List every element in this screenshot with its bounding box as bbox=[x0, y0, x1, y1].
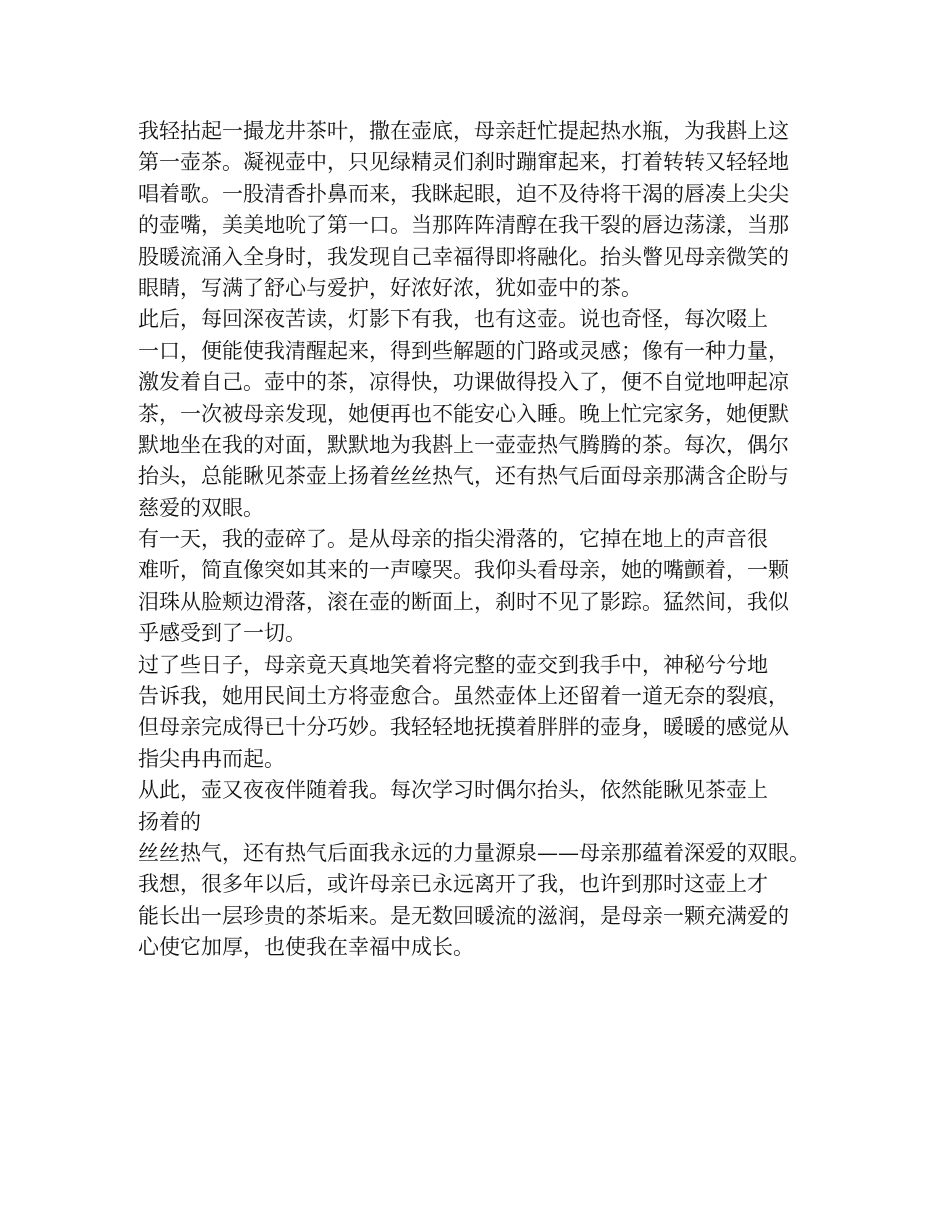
text-line: 慈爱的双眼。 bbox=[138, 495, 264, 520]
text-line: 茶，一次被母亲发现，她便再也不能安心入睡。晚上忙完家务，她便默 bbox=[138, 401, 789, 426]
text-line: 难听，简直像突如其来的一声嚎哭。我仰头看母亲，她的嘴颤着，一颗 bbox=[138, 558, 789, 583]
text-line: 此后，每回深夜苦读，灯影下有我，也有这壶。说也奇怪，每次啜上 bbox=[138, 307, 768, 332]
text-line: 心使它加厚，也使我在幸福中成长。 bbox=[138, 935, 474, 960]
text-line: 激发着自己。壶中的茶，凉得快，功课做得投入了，便不自觉地呷起凉 bbox=[138, 370, 789, 395]
text-line: 我想，很多年以后，或许母亲已永远离开了我，也许到那时这壶上才 bbox=[138, 872, 768, 897]
text-line: 告诉我，她用民间土方将壶愈合。虽然壶体上还留着一道无奈的裂痕， bbox=[138, 684, 789, 709]
text-line: 指尖冉冉而起。 bbox=[138, 746, 285, 771]
text-line: 扬着的 bbox=[138, 809, 201, 834]
text-line: 乎感受到了一切。 bbox=[138, 621, 306, 646]
text-line: 抬头，总能瞅见茶壶上扬着丝丝热气，还有热气后面母亲那满含企盼与 bbox=[138, 464, 789, 489]
text-line: 眼睛，写满了舒心与爱护，好浓好浓，犹如壶中的茶。 bbox=[138, 275, 642, 300]
text-line: 唱着歌。一股清香扑鼻而来，我眯起眼，迫不及待将干渴的唇凑上尖尖 bbox=[138, 181, 789, 206]
text-line: 股暖流涌入全身时，我发现自己幸福得即将融化。抬头瞥见母亲微笑的 bbox=[138, 244, 789, 269]
text-line: 丝丝热气，还有热气后面我永远的力量源泉——母亲那蕴着深爱的双眼。 bbox=[138, 840, 810, 865]
text-line: 但母亲完成得已十分巧妙。我轻轻地抚摸着胖胖的壶身，暖暖的感觉从 bbox=[138, 715, 789, 740]
text-line: 我轻拈起一撮龙井茶叶，撒在壶底，母亲赶忙提起热水瓶，为我斟上这 bbox=[138, 119, 789, 143]
text-line: 第一壶茶。凝视壶中，只见绿精灵们刹时蹦窜起来，打着转转又轻轻地 bbox=[138, 150, 789, 175]
text-line: 默地坐在我的对面，默默地为我斟上一壶壶热气腾腾的茶。每次，偶尔 bbox=[138, 432, 789, 457]
text-line: 过了些日子，母亲竟天真地笑着将完整的壶交到我手中，神秘兮兮地 bbox=[138, 652, 768, 677]
text-line: 一口，便能使我清醒起来，得到些解题的门路或灵感；像有一种力量， bbox=[138, 338, 789, 363]
text-line: 的壶嘴，美美地吮了第一口。当那阵阵清醇在我干裂的唇边荡漾，当那 bbox=[138, 213, 789, 238]
text-line: 能长出一层珍贵的茶垢来。是无数回暖流的滋润，是母亲一颗充满爱的 bbox=[138, 903, 789, 928]
text-line: 从此，壶又夜夜伴随着我。每次学习时偶尔抬头，依然能瞅见茶壶上 bbox=[138, 778, 768, 803]
text-line: 泪珠从脸颊边滑落，滚在壶的断面上，刹时不见了影踪。猛然间，我似 bbox=[138, 589, 789, 614]
text-line: 有一天，我的壶碎了。是从母亲的指尖滑落的，它掉在地上的声音很 bbox=[138, 527, 768, 552]
essay-body bbox=[138, 116, 838, 964]
